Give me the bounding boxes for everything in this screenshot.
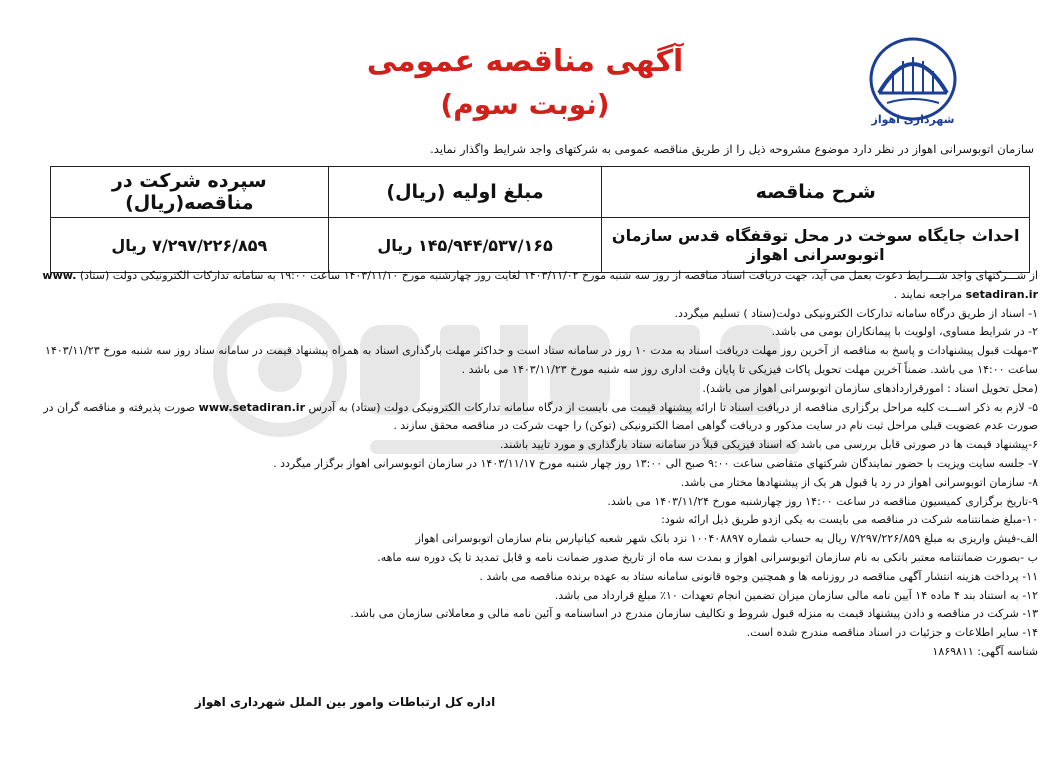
- body-line: ۸- سازمان اتوبوسرانی اهواز در رد یا قبول هر یک از پیشنهادها مختار می باشد.: [680, 475, 1038, 489]
- signature: اداره کل ارتباطات وامور بین الملل شهرداری اهواز: [194, 695, 496, 709]
- notice-subtitle: (نوبت سوم): [440, 88, 610, 121]
- body-line: صورت عدم عضویت قبلی مراحل ثبت نام در سایت مذکور و دریافت گواهی امضا الکترونیکی (توکن) را جهت شرکت در مناقصه محقق سازند .: [393, 419, 1038, 433]
- body-line: ۷- جلسه سایت ویزیت با حضور نمایندگان شرکتهای متقاضی ساعت ۹:۰۰ صبح الی ۱۳:۰۰ روز چهار شنبه مورخ ۱۴۰۳/۱۱/۱۷ در سازمان اتوبوسرانی اهواز برگزار میگردد .: [273, 456, 1038, 470]
- body-line: ۲- در شرایط مساوی، اولویت با پیمانکاران بومی می باشد.: [771, 325, 1038, 339]
- body-line: ۳-مهلت قبول پیشنهادات و پاسخ به مناقصه از آخرین روز مهلت دریافت اسناد به مدت ۱۰ روز در سامانه ستاد است و حداکثر مهلت بارگذاری اسناد به همراه پیشنهاد قیمت در سامانه ستاد روز سه شنبه مورخ ۱۴۰۳/۱۱/۲۳: [45, 344, 1038, 358]
- logo-caption: شهرداری اهواز: [871, 113, 955, 126]
- tender-table: [50, 166, 1030, 273]
- body-line: ۵- لازم به ذکر اســـت کلیه مراحل برگزاری مناقصه از دریافت اسناد تا ارائه پیشنهاد قیمت می بایست از درگاه سامانه تدارکات الکترونیکی دولت (ستاد) به آدرس www.setadiran.ir صورت پذیرفته و مناقصه گران در: [43, 400, 1038, 414]
- body-line: ۱۴- سایر اطلاعات و جزئیات در اسناد مناقصه مندرج شده است.: [746, 626, 1038, 640]
- body-line: ۹-تاریخ برگزاری کمیسیون مناقصه در ساعت ۱۴:۰۰ روز چهارشنبه مورخ ۱۴۰۳/۱۱/۲۴ می باشد.: [607, 494, 1038, 508]
- notice-body: [14, 267, 1038, 662]
- header-description: شرح مناقصه: [602, 167, 1030, 218]
- body-line: ۶-پیشنهاد قیمت ها در صورتی قابل بررسی می باشد که اسناد فیزیکی قبلاً در سامانه ستاد بارگذاری و مورد تایید باشند.: [499, 438, 1038, 452]
- notice-id: شناسه آگهی: ۱۸۶۹۸۱۱: [932, 644, 1038, 658]
- url-setadiran: setadiran.ir: [965, 287, 1038, 301]
- cell-deposit: ۷/۲۹۷/۲۲۶/۸۵۹ ریال: [51, 218, 329, 273]
- url-full: www.setadiran.ir: [198, 400, 306, 414]
- body-line: از شـــرکتهای واجد شـــرایط دعوت بعمل می آید، جهت دریافت اسناد مناقصه از روز سه شنبه مورخ ۱۴۰۳/۱۱/۰۲ لغایت روز چهارشنبه مورخ ۱۴۰۳/۱۱/۱۰ ساعت ۱۹:۰۰ به سامانه تدارکات الکترونیکی دولت (ستاد) www.: [42, 269, 1038, 282]
- body-line: الف-فیش واریزی به مبلغ ۷/۲۹۷/۲۲۶/۸۵۹ ریال به حساب شماره ۱۰۰۴۰۸۸۹۷ نزد بانک شهر شعبه کیانپارس بنام سازمان اتوبوسرانی اهواز: [415, 532, 1038, 546]
- body-line: ۱۳- شرکت در مناقصه و دادن پیشنهاد قیمت به منزله قبول شروط و تکالیف سازمان مندرج در اساسنامه و آئین نامه مالی و معاملاتی سازمان می باشد.: [350, 607, 1038, 621]
- body-line: (محل تحویل اسناد : امورقراردادهای سازمان اتوبوسرانی اهواز می باشد).: [702, 381, 1038, 395]
- body-line: ساعت ۱۴:۰۰ می باشد. ضمناً آخرین مهلت تحویل پاکات فیزیکی تا پایان وقت اداری روز سه شنبه مورخ ۱۴۰۳/۱۱/۲۳ می باشد .: [461, 362, 1038, 376]
- body-line: ۱۰-مبلغ ضمانتنامه شرکت در مناقصه می بایست به یکی ازدو طریق ذیل ارائه شود:: [661, 513, 1038, 527]
- notice-title: آگهی مناقصه عمومی: [366, 44, 684, 79]
- header-initial-amount: مبلغ اولیه (ریال): [328, 167, 602, 218]
- url-www: www.: [42, 269, 77, 282]
- intro-text: سازمان اتوبوسرانی اهواز در نظر دارد موضوع مشروحه ذیل را از طریق مناقصه عمومی به شرکتهای واجد شرایط واگذار نماید.: [430, 142, 1034, 156]
- cell-description: احداث جایگاه سوخت در محل توقفگاه قدس سازمان اتوبوسرانی اهواز: [602, 218, 1030, 273]
- table-header-row: [51, 167, 1030, 218]
- body-line: ۱- اسناد از طریق درگاه سامانه تدارکات الکترونیکی دولت(ستاد ) تسلیم میگردد.: [674, 306, 1038, 320]
- body-line: ۱۱- پرداخت هزینه انتشار آگهی مناقصه در روزنامه ها و همچنین وجوه قانونی سامانه ستاد به عهده برنده مناقصه می باشد .: [479, 569, 1038, 583]
- body-line: setadiran.ir مراجعه نمایند .: [893, 287, 1038, 301]
- cell-initial-amount: ۱۴۵/۹۴۴/۵۳۷/۱۶۵ ریال: [328, 218, 602, 273]
- header-deposit: سپرده شرکت در مناقصه(ریال): [51, 167, 329, 218]
- table-row: [51, 218, 1030, 273]
- body-line: ب -بصورت ضمانتنامه معتبر بانکی به نام سازمان اتوبوسرانی اهواز و بمدت سه ماه از تاریخ صدور ضمانت نامه و قابل تمدید تا یک دوره سه ماهه.: [377, 550, 1038, 564]
- body-line: ۱۲- به استناد بند ۴ ماده ۱۴ آیین نامه مالی سازمان میزان تضمین انجام تعهدات ۱۰٪ مبلغ قرارداد می باشد.: [554, 588, 1038, 602]
